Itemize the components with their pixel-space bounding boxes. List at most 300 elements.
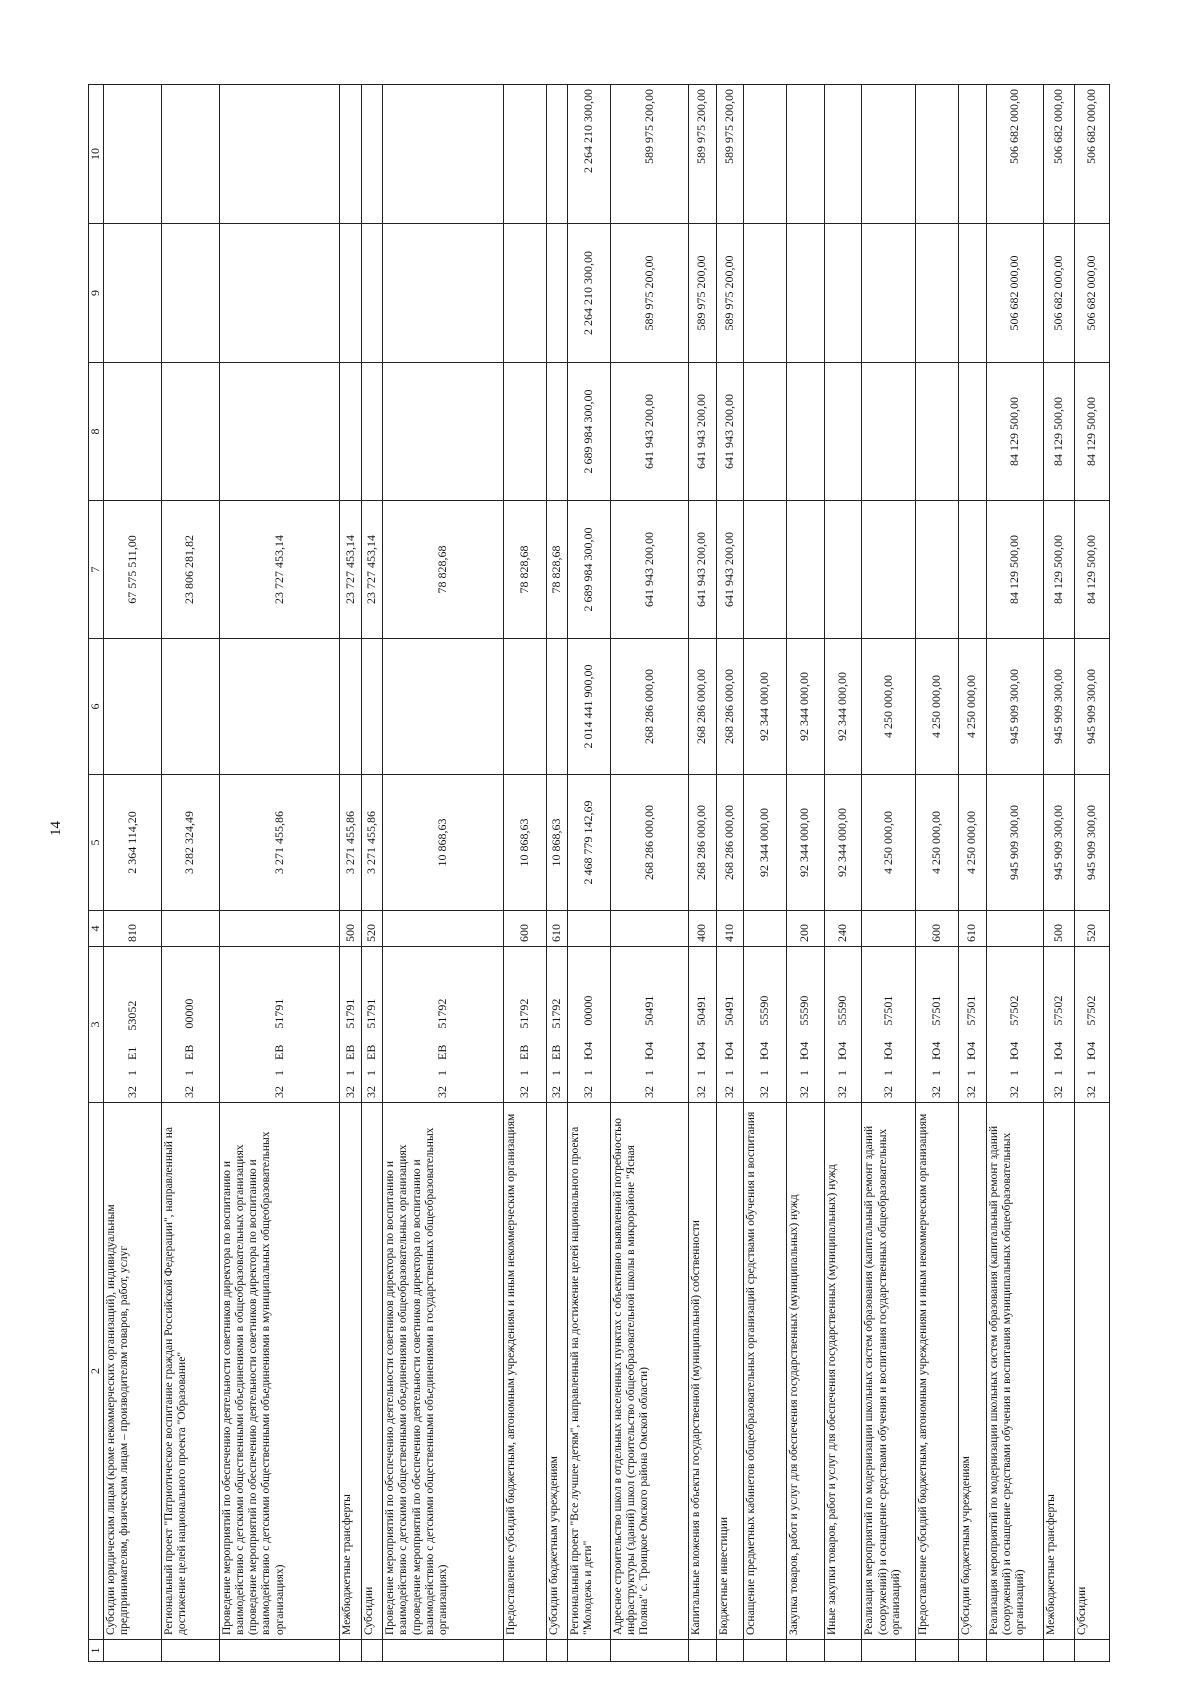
- code-part: 00000: [182, 998, 197, 1029]
- code-part: 57501: [880, 995, 895, 1026]
- code-part: 57501: [929, 995, 944, 1026]
- amount-col-8: [958, 363, 986, 501]
- code-part: ЕВ: [364, 1044, 379, 1060]
- amount-col-9: 589 975 200,00: [716, 224, 744, 363]
- code-part: 1: [964, 1070, 979, 1076]
- code-part: 1: [182, 1070, 197, 1076]
- code-part: 32: [364, 1086, 379, 1098]
- classification-code: [862, 947, 916, 1103]
- code-part: Ю4: [835, 1041, 850, 1060]
- amount-col-5: 92 344 000,00: [744, 775, 787, 911]
- expense-type-code: 500: [340, 911, 361, 947]
- classification-code: [104, 947, 162, 1103]
- code-part: 1: [1083, 1070, 1098, 1076]
- column-number-3: 3: [89, 947, 104, 1103]
- amount-col-8: 641 943 200,00: [688, 363, 716, 501]
- code-parts: [882, 951, 896, 1098]
- amount-col-8: [104, 363, 162, 501]
- code-part: Е1: [124, 1046, 139, 1060]
- code-part: 50491: [722, 995, 736, 1026]
- table-row: [104, 85, 162, 1662]
- code-part: 32: [835, 1086, 850, 1098]
- code-parts: [1052, 951, 1066, 1098]
- code-parts: [965, 951, 979, 1098]
- amount-col-5: 3 271 455,86: [340, 775, 361, 911]
- amount-col-8: [744, 363, 787, 501]
- amount-col-6: 92 344 000,00: [787, 639, 825, 775]
- row-col-1: [1044, 1640, 1074, 1662]
- amount-col-10: [958, 85, 986, 224]
- code-parts: [1008, 951, 1022, 1098]
- amount-col-7: 78 828,68: [504, 501, 547, 639]
- amount-col-8: [787, 363, 825, 501]
- expense-type-code: [744, 911, 787, 947]
- code-parts: [273, 951, 287, 1098]
- expense-type-code: 400: [688, 911, 716, 947]
- amount-col-10: [546, 85, 567, 224]
- expense-type-code: 410: [716, 911, 744, 947]
- table-row: [862, 85, 916, 1662]
- item-name: Региональный проект "Патриотическое воспитание граждан Российской Федерации", направленный на достижение целей национального проекта "Образование": [161, 1103, 219, 1640]
- amount-col-5: 92 344 000,00: [824, 775, 862, 911]
- code-part: 32: [880, 1086, 895, 1098]
- code-part: 50491: [694, 995, 709, 1026]
- code-part: 32: [641, 1086, 656, 1098]
- amount-col-5: 268 286 000,00: [688, 775, 716, 911]
- amount-col-5: 4 250 000,00: [862, 775, 916, 911]
- item-name: Капитальные вложения в объекты государственной (муниципальной) собственности: [688, 1103, 716, 1640]
- code-parts: [723, 951, 737, 1098]
- amount-col-6: 4 250 000,00: [958, 639, 986, 775]
- amount-col-10: 506 682 000,00: [1074, 85, 1109, 224]
- amount-col-6: 945 909 300,00: [1074, 639, 1109, 775]
- amount-col-6: 2 014 441 900,00: [568, 639, 611, 775]
- amount-col-6: [361, 639, 382, 775]
- amount-col-6: 92 344 000,00: [744, 639, 787, 775]
- code-part: 32: [694, 1086, 709, 1098]
- classification-code: [1044, 947, 1074, 1103]
- amount-col-7: [916, 501, 959, 639]
- expense-type-code: 610: [546, 911, 567, 947]
- code-part: 32: [271, 1086, 286, 1098]
- code-part: 51791: [342, 998, 357, 1029]
- item-name: Межбюджетные трансферты: [1044, 1103, 1074, 1640]
- row-col-1: [504, 1640, 547, 1662]
- code-part: 1: [722, 1070, 736, 1076]
- amount-col-7: 2 689 984 300,00: [568, 501, 611, 639]
- code-part: 51791: [364, 998, 379, 1029]
- row-col-1: [862, 1640, 916, 1662]
- item-name: Межбюджетные трансферты: [340, 1103, 361, 1640]
- code-part: Ю4: [1051, 1041, 1066, 1060]
- table-row: [986, 85, 1044, 1662]
- code-part: 51791: [271, 998, 286, 1029]
- amount-col-9: [161, 224, 219, 363]
- code-part: 1: [435, 1070, 450, 1076]
- amount-col-9: [862, 224, 916, 363]
- code-part: 32: [722, 1086, 736, 1098]
- row-col-1: [787, 1640, 825, 1662]
- classification-code: [744, 947, 787, 1103]
- amount-col-6: 92 344 000,00: [824, 639, 862, 775]
- row-col-1: [219, 1640, 340, 1662]
- classification-code: [161, 947, 219, 1103]
- table-row: [361, 85, 382, 1662]
- amount-col-8: 84 129 500,00: [1044, 363, 1074, 501]
- code-part: 51792: [435, 998, 450, 1029]
- item-name: Адресное строительство школ в отдельных населенных пунктах с объективно выявленной потребностью инфраструктуры (зданий) школ (строительство общеобразовательной школы в микрорайоне "Ясная Поляна" с. Троицкое Омского района Омской области): [610, 1103, 688, 1640]
- code-parts: [1085, 951, 1099, 1098]
- code-parts: [930, 951, 944, 1098]
- amount-col-8: [546, 363, 567, 501]
- expense-type-code: 500: [1044, 911, 1074, 947]
- row-col-1: [824, 1640, 862, 1662]
- row-col-1: [688, 1640, 716, 1662]
- code-part: Ю4: [880, 1041, 895, 1060]
- amount-col-7: 84 129 500,00: [1044, 501, 1074, 639]
- table-row: [744, 85, 787, 1662]
- expense-type-code: 810: [104, 911, 162, 947]
- table-row: [688, 85, 716, 1662]
- amount-col-9: [958, 224, 986, 363]
- code-part: 55590: [797, 995, 812, 1026]
- code-part: 32: [929, 1086, 944, 1098]
- code-part: ЕВ: [271, 1044, 286, 1060]
- code-part: 50491: [641, 995, 656, 1026]
- amount-col-9: 506 682 000,00: [1044, 224, 1074, 363]
- amount-col-9: [383, 224, 504, 363]
- amount-col-10: [744, 85, 787, 224]
- classification-code: [504, 947, 547, 1103]
- column-number-8: 8: [89, 363, 104, 501]
- amount-col-7: 78 828,68: [383, 501, 504, 639]
- amount-col-5: 945 909 300,00: [1074, 775, 1109, 911]
- code-part: 1: [1051, 1070, 1066, 1076]
- item-name: Предоставление субсидий бюджетным, автономным учреждениям и иным некоммерческим организациям: [916, 1103, 959, 1640]
- item-name: Оснащение предметных кабинетов общеобразовательных организаций средствами обучения и воспитания: [744, 1103, 787, 1640]
- amount-col-9: 589 975 200,00: [610, 224, 688, 363]
- amount-col-5: 10 868,63: [383, 775, 504, 911]
- table-row: [1074, 85, 1109, 1662]
- item-name: Субсидии юридическим лицам (кроме некоммерческих организаций), индивидуальным предпринимателям, физическим лицам – производителям товаров, работ, услуг: [104, 1103, 162, 1640]
- column-number-row: [89, 85, 104, 1662]
- expense-type-code: [219, 911, 340, 947]
- code-part: 32: [516, 1086, 531, 1098]
- amount-col-8: 2 689 984 300,00: [568, 363, 611, 501]
- item-name: Субсидии бюджетным учреждениям: [546, 1103, 567, 1640]
- classification-code: [546, 947, 567, 1103]
- expense-type-code: [161, 911, 219, 947]
- amount-col-9: [361, 224, 382, 363]
- row-col-1: [916, 1640, 959, 1662]
- amount-col-10: [504, 85, 547, 224]
- code-part: 32: [1083, 1086, 1098, 1098]
- amount-col-7: [958, 501, 986, 639]
- code-part: Ю4: [757, 1041, 772, 1060]
- expense-type-code: 520: [1074, 911, 1109, 947]
- amount-col-9: [104, 224, 162, 363]
- amount-col-7: 23 806 281,82: [161, 501, 219, 639]
- row-col-1: [383, 1640, 504, 1662]
- classification-code: [219, 947, 340, 1103]
- amount-col-6: 268 286 000,00: [610, 639, 688, 775]
- amount-col-10: 589 975 200,00: [688, 85, 716, 224]
- amount-col-6: [546, 639, 567, 775]
- expense-type-code: 240: [824, 911, 862, 947]
- code-part: ЕВ: [435, 1044, 450, 1060]
- code-parts: [344, 951, 358, 1098]
- amount-col-10: [161, 85, 219, 224]
- amount-col-6: [104, 639, 162, 775]
- amount-col-6: 945 909 300,00: [986, 639, 1044, 775]
- code-part: 32: [1051, 1086, 1066, 1098]
- amount-col-6: [340, 639, 361, 775]
- amount-col-10: 2 264 210 300,00: [568, 85, 611, 224]
- row-col-1: [986, 1640, 1044, 1662]
- code-part: ЕВ: [342, 1044, 357, 1060]
- classification-code: [787, 947, 825, 1103]
- code-part: ЕВ: [549, 1044, 564, 1060]
- classification-code: [716, 947, 744, 1103]
- code-part: Ю4: [1007, 1041, 1022, 1060]
- code-part: 1: [880, 1070, 895, 1076]
- amount-col-9: [744, 224, 787, 363]
- amount-col-10: [340, 85, 361, 224]
- code-part: 1: [835, 1070, 850, 1076]
- code-part: 32: [757, 1086, 772, 1098]
- amount-col-10: 589 975 200,00: [610, 85, 688, 224]
- amount-col-7: 78 828,68: [546, 501, 567, 639]
- amount-col-5: 92 344 000,00: [787, 775, 825, 911]
- table-body: [104, 85, 1110, 1662]
- code-part: 51792: [516, 998, 531, 1029]
- table-row: [610, 85, 688, 1662]
- code-parts: [365, 951, 379, 1098]
- amount-col-7: 641 943 200,00: [610, 501, 688, 639]
- row-col-1: [546, 1640, 567, 1662]
- amount-col-9: [504, 224, 547, 363]
- item-name: Субсидии: [361, 1103, 382, 1640]
- item-name: Субсидии бюджетным учреждениям: [958, 1103, 986, 1640]
- code-part: 32: [797, 1086, 812, 1098]
- code-part: 1: [641, 1070, 656, 1076]
- amount-col-10: [104, 85, 162, 224]
- budget-table-container: [88, 85, 1110, 1662]
- amount-col-7: 84 129 500,00: [986, 501, 1044, 639]
- amount-col-9: [219, 224, 340, 363]
- table-row: [916, 85, 959, 1662]
- table-row: [546, 85, 567, 1662]
- column-number-2: 2: [89, 1103, 104, 1640]
- amount-col-6: [383, 639, 504, 775]
- item-name: Реализация мероприятий по модернизации школьных систем образования (капитальный ремонт зданий (сооружений) и оснащение средствами обучения и воспитания государственных общеобразовательных организаций): [862, 1103, 916, 1640]
- classification-code: [361, 947, 382, 1103]
- amount-col-10: [787, 85, 825, 224]
- amount-col-8: [916, 363, 959, 501]
- code-parts: [183, 951, 197, 1098]
- amount-col-6: 4 250 000,00: [862, 639, 916, 775]
- code-part: 1: [271, 1070, 286, 1076]
- code-part: Ю4: [694, 1041, 709, 1060]
- code-part: Ю4: [964, 1041, 979, 1060]
- code-part: 32: [1007, 1086, 1022, 1098]
- expense-type-code: 600: [916, 911, 959, 947]
- amount-col-8: [219, 363, 340, 501]
- code-part: Ю4: [581, 1041, 596, 1060]
- code-parts: [798, 951, 812, 1098]
- column-number-1: 1: [89, 1640, 104, 1662]
- row-col-1: [744, 1640, 787, 1662]
- code-parts: [758, 951, 772, 1098]
- amount-col-10: [383, 85, 504, 224]
- amount-col-7: 23 727 453,14: [361, 501, 382, 639]
- item-name: Реализация мероприятий по модернизации школьных систем образования (капитальный ремонт зданий (сооружений) и оснащение средствами обучения и воспитания муниципальных общеобразовательных организаций): [986, 1103, 1044, 1640]
- expense-type-code: [568, 911, 611, 947]
- amount-col-10: [361, 85, 382, 224]
- amount-col-7: 23 727 453,14: [340, 501, 361, 639]
- column-number-6: 6: [89, 639, 104, 775]
- amount-col-5: 10 868,63: [546, 775, 567, 911]
- amount-col-10: [862, 85, 916, 224]
- code-part: 53052: [124, 1000, 139, 1031]
- code-parts: [436, 951, 450, 1098]
- amount-col-7: 641 943 200,00: [716, 501, 744, 639]
- row-col-1: [340, 1640, 361, 1662]
- amount-col-10: 506 682 000,00: [986, 85, 1044, 224]
- item-name: Закупка товаров, работ и услуг для обеспечения государственных (муниципальных) нужд: [787, 1103, 825, 1640]
- code-parts: [550, 951, 564, 1098]
- classification-code: [688, 947, 716, 1103]
- amount-col-10: 506 682 000,00: [1044, 85, 1074, 224]
- amount-col-8: [824, 363, 862, 501]
- amount-col-8: [161, 363, 219, 501]
- amount-col-7: [787, 501, 825, 639]
- expense-type-code: [610, 911, 688, 947]
- row-col-1: [104, 1640, 162, 1662]
- item-name: Проведение мероприятий по обеспечению деятельности советников директора по воспитанию и взаимодействию с детскими общественными объединениями в общеобразовательных организациях (проведение мероприятий по обеспечению деятельности советников директора по воспитанию и взаимодействию с детскими общественными объединениями в государственных общеобразовательных организациях): [383, 1103, 504, 1640]
- amount-col-7: 84 129 500,00: [1074, 501, 1109, 639]
- item-name: Субсидии: [1074, 1103, 1109, 1640]
- amount-col-5: 2 468 779 142,69: [568, 775, 611, 911]
- amount-col-8: 641 943 200,00: [716, 363, 744, 501]
- amount-col-7: 67 575 511,00: [104, 501, 162, 639]
- classification-code: [610, 947, 688, 1103]
- amount-col-5: 4 250 000,00: [958, 775, 986, 911]
- code-part: 32: [435, 1086, 450, 1098]
- amount-col-6: 945 909 300,00: [1044, 639, 1074, 775]
- amount-col-5: 268 286 000,00: [716, 775, 744, 911]
- table-row: [1044, 85, 1074, 1662]
- amount-col-10: [219, 85, 340, 224]
- amount-col-8: [862, 363, 916, 501]
- row-col-1: [361, 1640, 382, 1662]
- amount-col-9: [546, 224, 567, 363]
- expense-type-code: 200: [787, 911, 825, 947]
- table-row: [787, 85, 825, 1662]
- page-number: 14: [48, 821, 64, 836]
- code-parts: [518, 951, 532, 1098]
- classification-code: [383, 947, 504, 1103]
- amount-col-9: [916, 224, 959, 363]
- item-name: Проведение мероприятий по обеспечению деятельности советников директора по воспитанию и взаимодействию с детскими общественными объединениями в общеобразовательных организациях (проведение мероприятий по обеспечению деятельности советников директора по воспитанию и взаимодействию с детскими общественными объединениями в муниципальных общеобразовательных организациях): [219, 1103, 340, 1640]
- amount-col-7: 23 727 453,14: [219, 501, 340, 639]
- amount-col-9: 589 975 200,00: [688, 224, 716, 363]
- code-part: 1: [757, 1070, 772, 1076]
- amount-col-8: [504, 363, 547, 501]
- row-col-1: [958, 1640, 986, 1662]
- amount-col-9: [787, 224, 825, 363]
- budget-table: [88, 84, 1110, 1662]
- expense-type-code: [383, 911, 504, 947]
- code-parts: [695, 951, 709, 1098]
- code-part: ЕВ: [516, 1044, 531, 1060]
- amount-col-9: [824, 224, 862, 363]
- amount-col-9: 506 682 000,00: [1074, 224, 1109, 363]
- item-name: Иные закупки товаров, работ и услуг для обеспечения государственных (муниципальных) нужд: [824, 1103, 862, 1640]
- code-part: 00000: [581, 995, 596, 1026]
- code-part: 57502: [1051, 995, 1066, 1026]
- table-row: [716, 85, 744, 1662]
- expense-type-code: 600: [504, 911, 547, 947]
- code-part: 32: [124, 1086, 139, 1098]
- column-number-9: 9: [89, 224, 104, 363]
- code-part: 1: [694, 1070, 709, 1076]
- amount-col-10: 589 975 200,00: [716, 85, 744, 224]
- code-part: 55590: [835, 995, 850, 1026]
- table-row: [219, 85, 340, 1662]
- code-part: 32: [549, 1086, 564, 1098]
- code-part: 1: [1007, 1070, 1022, 1076]
- code-part: 1: [342, 1070, 357, 1076]
- code-part: Ю4: [1083, 1041, 1098, 1060]
- expense-type-code: [986, 911, 1044, 947]
- code-parts: [582, 951, 596, 1098]
- code-parts: [836, 951, 850, 1098]
- code-part: 32: [964, 1086, 979, 1098]
- code-part: 1: [929, 1070, 944, 1076]
- amount-col-6: [219, 639, 340, 775]
- amount-col-5: 2 364 114,20: [104, 775, 162, 911]
- amount-col-6: [504, 639, 547, 775]
- code-part: 1: [549, 1070, 564, 1076]
- code-part: 1: [581, 1070, 596, 1076]
- row-col-1: [716, 1640, 744, 1662]
- amount-col-8: [361, 363, 382, 501]
- code-parts: [643, 951, 657, 1098]
- amount-col-8: 84 129 500,00: [986, 363, 1044, 501]
- table-row: [824, 85, 862, 1662]
- code-part: Ю4: [797, 1041, 812, 1060]
- code-part: 57502: [1083, 995, 1098, 1026]
- classification-code: [824, 947, 862, 1103]
- table-row: [568, 85, 611, 1662]
- amount-col-9: [340, 224, 361, 363]
- amount-col-8: [340, 363, 361, 501]
- amount-col-10: [824, 85, 862, 224]
- column-number-4: 4: [89, 911, 104, 947]
- classification-code: [340, 947, 361, 1103]
- code-part: 1: [124, 1070, 139, 1076]
- column-number-5: 5: [89, 775, 104, 911]
- code-part: 51792: [549, 998, 564, 1029]
- amount-col-8: 641 943 200,00: [610, 363, 688, 501]
- item-name: Предоставление субсидий бюджетным, автономным учреждениям и иным некоммерческим организациям: [504, 1103, 547, 1640]
- code-part: 1: [516, 1070, 531, 1076]
- amount-col-8: [383, 363, 504, 501]
- table-row: [340, 85, 361, 1662]
- table-row: [161, 85, 219, 1662]
- code-parts: [126, 951, 140, 1098]
